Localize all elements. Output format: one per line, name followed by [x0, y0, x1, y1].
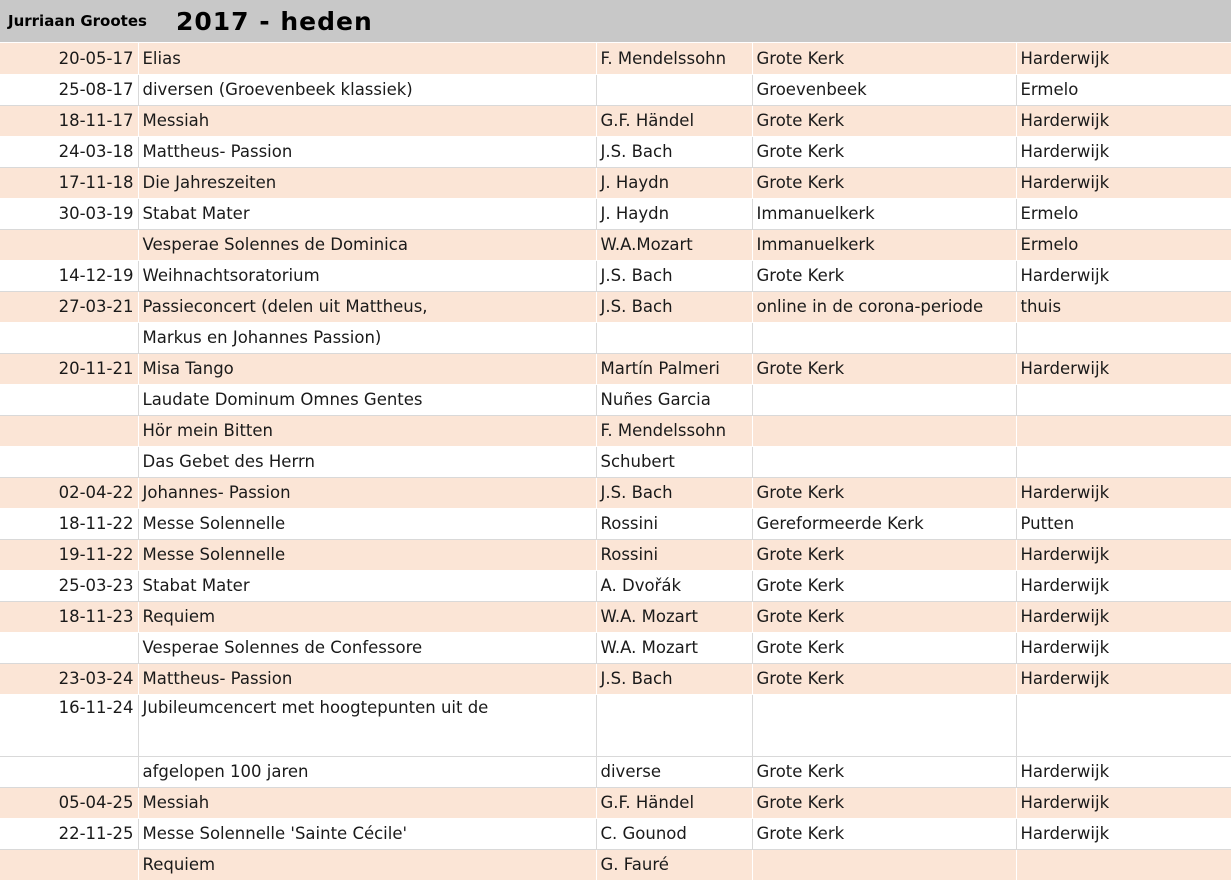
cell-city: Harderwijk: [1016, 167, 1231, 198]
cell-city: Harderwijk: [1016, 601, 1231, 632]
cell-composer: A. Dvořák: [596, 570, 752, 601]
cell-date: 30-03-19: [0, 198, 138, 229]
cell-composer: G.F. Händel: [596, 105, 752, 136]
cell-composer: J. Haydn: [596, 198, 752, 229]
cell-venue: Groevenbeek: [752, 74, 1016, 105]
cell-venue: Immanuelkerk: [752, 229, 1016, 260]
cell-work: Mattheus- Passion: [138, 663, 596, 694]
table-row: [0, 136, 1231, 167]
cell-date: [0, 415, 138, 446]
cell-work: Stabat Mater: [138, 570, 596, 601]
cell-date: 14-12-19: [0, 260, 138, 291]
table-row: [0, 43, 1231, 74]
cell-date: 18-11-17: [0, 105, 138, 136]
cell-date: 18-11-22: [0, 508, 138, 539]
cell-venue: Grote Kerk: [752, 818, 1016, 849]
cell-work: Johannes- Passion: [138, 477, 596, 508]
cell-venue: Grote Kerk: [752, 756, 1016, 787]
cell-date: 20-11-21: [0, 353, 138, 384]
cell-composer: diverse: [596, 756, 752, 787]
cell-city: [1016, 446, 1231, 477]
table-row: [0, 663, 1231, 694]
cell-venue: [752, 384, 1016, 415]
cell-venue: Grote Kerk: [752, 136, 1016, 167]
table-row: [0, 322, 1231, 353]
cell-composer: Schubert: [596, 446, 752, 477]
table-row: [0, 787, 1231, 818]
cell-venue: [752, 446, 1016, 477]
cell-date: 18-11-23: [0, 601, 138, 632]
cell-venue: Grote Kerk: [752, 632, 1016, 663]
cell-venue: Gereformeerde Kerk: [752, 508, 1016, 539]
cell-composer: [596, 74, 752, 105]
table-row: [0, 260, 1231, 291]
cell-date: [0, 849, 138, 880]
cell-work: Vesperae Solennes de Confessore: [138, 632, 596, 663]
cell-venue: Grote Kerk: [752, 601, 1016, 632]
cell-work: Messe Solennelle 'Sainte Cécile': [138, 818, 596, 849]
table-row: [0, 570, 1231, 601]
cell-composer: W.A. Mozart: [596, 632, 752, 663]
table-row: [0, 446, 1231, 477]
cell-date: 27-03-21: [0, 291, 138, 322]
cell-work: Das Gebet des Herrn: [138, 446, 596, 477]
cell-composer: J.S. Bach: [596, 136, 752, 167]
cell-work: Laudate Dominum Omnes Gentes: [138, 384, 596, 415]
cell-composer: J. Haydn: [596, 167, 752, 198]
table-row: [0, 415, 1231, 446]
page-title: 2017 - heden: [176, 6, 373, 36]
table-row: [0, 539, 1231, 570]
cell-work: Requiem: [138, 849, 596, 880]
cell-composer: J.S. Bach: [596, 291, 752, 322]
cell-work: Messe Solennelle: [138, 539, 596, 570]
cell-venue: [752, 694, 1016, 756]
cell-venue: Grote Kerk: [752, 663, 1016, 694]
cell-city: Harderwijk: [1016, 539, 1231, 570]
table-row: [0, 849, 1231, 880]
person-name: Jurriaan Grootes: [8, 12, 147, 30]
cell-city: Harderwijk: [1016, 632, 1231, 663]
cell-venue: [752, 849, 1016, 880]
cell-city: [1016, 415, 1231, 446]
cell-city: thuis: [1016, 291, 1231, 322]
cell-work: Messiah: [138, 787, 596, 818]
table-row: [0, 167, 1231, 198]
cell-date: 25-03-23: [0, 570, 138, 601]
cell-venue: Grote Kerk: [752, 105, 1016, 136]
cell-composer: J.S. Bach: [596, 477, 752, 508]
cell-venue: [752, 415, 1016, 446]
cell-date: 02-04-22: [0, 477, 138, 508]
cell-composer: F. Mendelssohn: [596, 415, 752, 446]
cell-work: Misa Tango: [138, 353, 596, 384]
table-row: [0, 198, 1231, 229]
cell-city: [1016, 849, 1231, 880]
cell-work: afgelopen 100 jaren: [138, 756, 596, 787]
cell-work: Die Jahreszeiten: [138, 167, 596, 198]
cell-city: Harderwijk: [1016, 353, 1231, 384]
cell-venue: Grote Kerk: [752, 477, 1016, 508]
cell-work: Jubileumcencert met hoogtepunten uit de: [138, 694, 596, 756]
cell-work: Messe Solennelle: [138, 508, 596, 539]
cell-composer: Martín Palmeri: [596, 353, 752, 384]
cell-city: Ermelo: [1016, 74, 1231, 105]
cell-city: Ermelo: [1016, 229, 1231, 260]
cell-city: Harderwijk: [1016, 787, 1231, 818]
cell-work: Passieconcert (delen uit Mattheus,: [138, 291, 596, 322]
cell-date: 23-03-24: [0, 663, 138, 694]
cell-city: Ermelo: [1016, 198, 1231, 229]
cell-work: diversen (Groevenbeek klassiek): [138, 74, 596, 105]
cell-date: 20-05-17: [0, 43, 138, 74]
cell-work: Messiah: [138, 105, 596, 136]
cell-composer: Rossini: [596, 539, 752, 570]
cell-work: Stabat Mater: [138, 198, 596, 229]
cell-composer: [596, 322, 752, 353]
cell-work: Weihnachtsoratorium: [138, 260, 596, 291]
cell-work: Requiem: [138, 601, 596, 632]
cell-date: 05-04-25: [0, 787, 138, 818]
table-row: [0, 756, 1231, 787]
cell-venue: Grote Kerk: [752, 260, 1016, 291]
cell-composer: G.F. Händel: [596, 787, 752, 818]
cell-city: [1016, 694, 1231, 756]
cell-venue: [752, 322, 1016, 353]
table-row: [0, 74, 1231, 105]
cell-work: Vesperae Solennes de Dominica: [138, 229, 596, 260]
table-row: [0, 291, 1231, 322]
sheet-header: [0, 0, 1231, 43]
cell-city: [1016, 322, 1231, 353]
table-row: [0, 105, 1231, 136]
cell-composer: Rossini: [596, 508, 752, 539]
cell-composer: G. Fauré: [596, 849, 752, 880]
cell-work: Hör mein Bitten: [138, 415, 596, 446]
cell-city: Putten: [1016, 508, 1231, 539]
cell-date: [0, 229, 138, 260]
cell-city: Harderwijk: [1016, 477, 1231, 508]
concerts-table: [0, 43, 1231, 881]
cell-composer: F. Mendelssohn: [596, 43, 752, 74]
cell-city: Harderwijk: [1016, 570, 1231, 601]
table-row: [0, 818, 1231, 849]
cell-date: [0, 384, 138, 415]
cell-date: 16-11-24: [0, 694, 138, 756]
cell-city: Harderwijk: [1016, 663, 1231, 694]
cell-venue: Immanuelkerk: [752, 198, 1016, 229]
table-row: [0, 384, 1231, 415]
table-row: [0, 632, 1231, 663]
table-row: [0, 353, 1231, 384]
concerts-table-body: [0, 43, 1231, 880]
cell-composer: Nuñes Garcia: [596, 384, 752, 415]
cell-city: [1016, 384, 1231, 415]
cell-date: 19-11-22: [0, 539, 138, 570]
cell-city: Harderwijk: [1016, 818, 1231, 849]
cell-date: 25-08-17: [0, 74, 138, 105]
table-row: [0, 694, 1231, 756]
cell-city: Harderwijk: [1016, 260, 1231, 291]
cell-date: 22-11-25: [0, 818, 138, 849]
cell-city: Harderwijk: [1016, 105, 1231, 136]
cell-date: [0, 446, 138, 477]
table-row: [0, 477, 1231, 508]
table-row: [0, 508, 1231, 539]
cell-city: Harderwijk: [1016, 136, 1231, 167]
cell-city: Harderwijk: [1016, 43, 1231, 74]
table-row: [0, 601, 1231, 632]
cell-work: Mattheus- Passion: [138, 136, 596, 167]
cell-work: Elias: [138, 43, 596, 74]
cell-venue: Grote Kerk: [752, 539, 1016, 570]
cell-composer: J.S. Bach: [596, 663, 752, 694]
cell-date: [0, 322, 138, 353]
cell-composer: W.A.Mozart: [596, 229, 752, 260]
cell-work: Markus en Johannes Passion): [138, 322, 596, 353]
cell-venue: Grote Kerk: [752, 787, 1016, 818]
cell-date: 17-11-18: [0, 167, 138, 198]
cell-composer: J.S. Bach: [596, 260, 752, 291]
cell-venue: Grote Kerk: [752, 570, 1016, 601]
cell-date: 24-03-18: [0, 136, 138, 167]
cell-date: [0, 756, 138, 787]
cell-venue: Grote Kerk: [752, 353, 1016, 384]
cell-venue: Grote Kerk: [752, 43, 1016, 74]
cell-city: Harderwijk: [1016, 756, 1231, 787]
cell-venue: online in de corona-periode: [752, 291, 1016, 322]
cell-venue: Grote Kerk: [752, 167, 1016, 198]
cell-date: [0, 632, 138, 663]
cell-composer: [596, 694, 752, 756]
cell-composer: C. Gounod: [596, 818, 752, 849]
table-row: [0, 229, 1231, 260]
cell-composer: W.A. Mozart: [596, 601, 752, 632]
